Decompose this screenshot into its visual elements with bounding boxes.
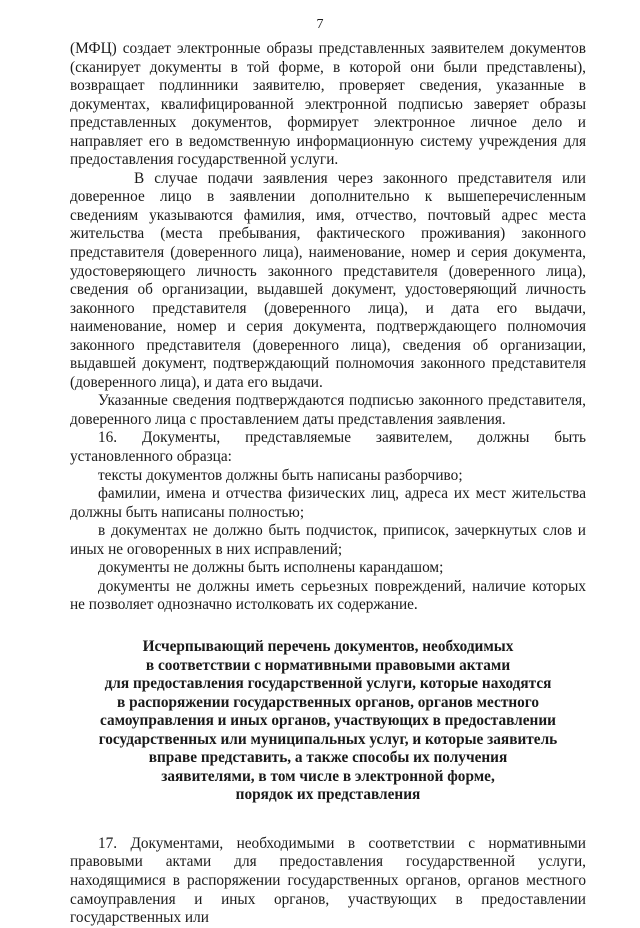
- heading-line: в соответствии с нормативными правовыми актами: [145, 656, 511, 674]
- requirement-no-corrections: в документах не должно быть подчисток, приписок, зачеркнутых слов и иных не оговоренных в них исправлений;: [70, 522, 586, 558]
- heading-line: самоуправления и иных органов, участвующих в предоставлении: [99, 712, 556, 730]
- heading-line: вправе представить, а также способы их получения: [148, 749, 508, 767]
- heading-line: порядок их представления: [235, 786, 421, 804]
- heading-line: заявителями, в том числе в электронной форме,: [161, 767, 495, 785]
- document-body: [70, 40, 586, 928]
- paragraph-signature-confirmation: Указанные сведения подтверждаются подписью законного представителя, доверенного лица с проставлением даты представления заявления.: [70, 392, 586, 428]
- heading-line: в распоряжении государственных органов, органов местного: [116, 693, 540, 711]
- paragraph-representative-info: В случае подачи заявления через законного представителя или доверенное лицо в заявлении дополнительно к вышеперечисленным сведениям указываются фамилия, имя, отчество, почтовый адрес места жительства (места пребывания, фактического проживания) законного представителя (доверенного лица), наименование, номер и серия документа, удостоверяющего личность законного представителя (доверенного лица), сведения об организации, выдавшей документ, удостоверяющий личность законного представителя (доверенного лица), и дата его выдачи, наименование, номер и серия документа, подтверждающего полномочия законного представителя (доверенного лица), сведения об организации, выдавшей документ, подтверждающий полномочия законного представителя (доверенного лица), и дата его выдачи.: [70, 169, 586, 391]
- section-heading: [70, 638, 586, 805]
- section-spacer: [70, 805, 586, 835]
- requirement-no-pencil: документы не должны быть исполнены карандашом;: [98, 559, 444, 577]
- heading-line: Исчерпывающий перечень документов, необходимых: [142, 637, 514, 655]
- heading-line: для предоставления государственной услуги, которые находятся: [104, 675, 552, 693]
- paragraph-item-17: 17. Документами, необходимыми в соответствии с нормативными правовыми актами для предоставления государственной услуги, находящимися в распоряжении государственных органов, органов местного самоуправления и иных органов, участвующих в предоставлении государственных или: [70, 834, 586, 927]
- paragraph-mfc-scanning: (МФЦ) создает электронные образы представленных заявителем документов (сканирует документы в той форме, в которой они были представлены), возвращает подлинники заявителю, проверяет сведения, указанные в документах, квалифицированной электронной подписью заверяет образы представленных документов, формирует электронное личное дело и направляет его в ведомственную информационную систему учреждения для предоставления государственной услуги.: [70, 40, 586, 169]
- paragraph-item-16: 16. Документы, представляемые заявителем, должны быть установленного образца:: [70, 429, 586, 466]
- requirement-no-damage: документы не должны иметь серьезных повреждений, наличие которых не позволяет однозначно истолковать их содержание.: [70, 577, 586, 614]
- requirement-full-names: фамилии, имена и отчества физических лиц, адреса их мест жительства должны быть написаны полностью;: [70, 485, 586, 521]
- page-number: 7: [316, 17, 324, 32]
- requirement-legible: тексты документов должны быть написаны разборчиво;: [98, 466, 463, 484]
- heading-line: государственных или муниципальных услуг, и которые заявитель: [98, 730, 558, 748]
